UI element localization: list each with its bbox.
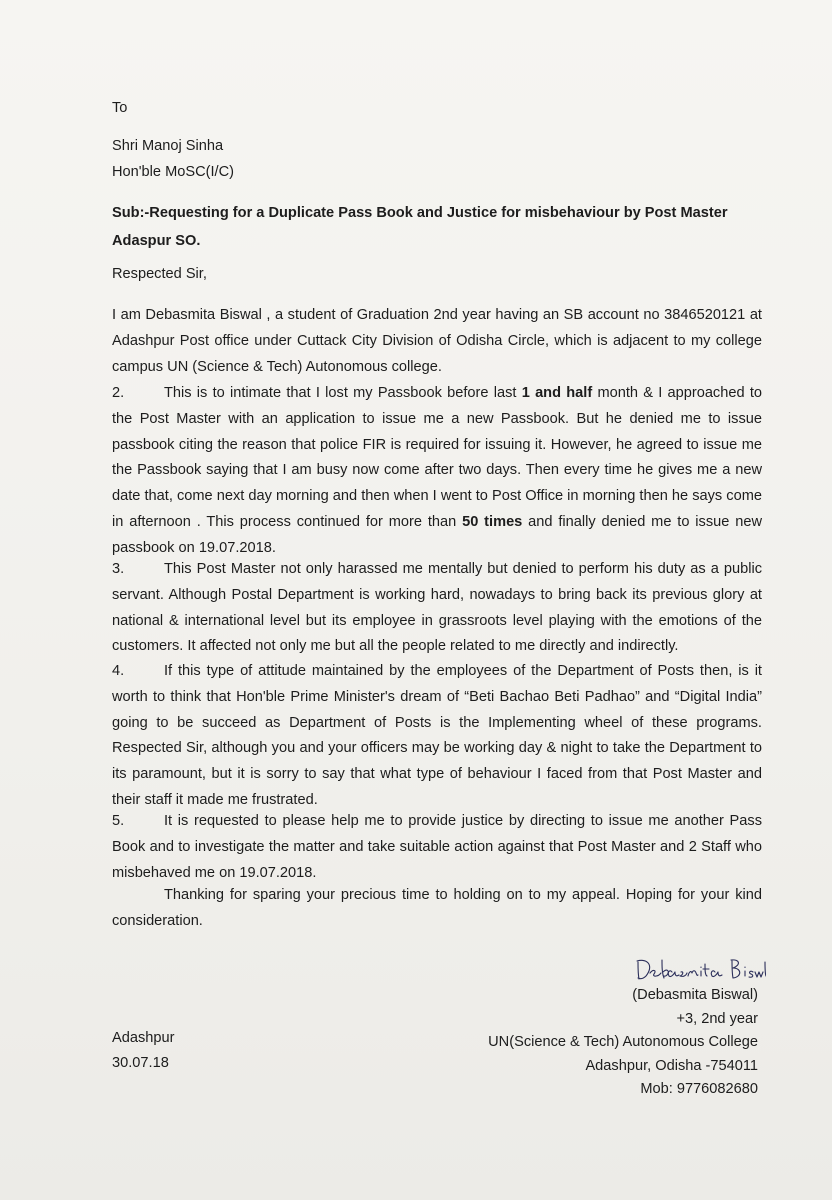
- handwritten-signature: [634, 954, 766, 984]
- sender-year: +3, 2nd year: [676, 1010, 758, 1027]
- place: Adashpur: [112, 1030, 175, 1046]
- recipient-title: Hon'ble MoSC(I/C): [112, 163, 235, 180]
- bold-phrase: 1 and half: [521, 385, 593, 401]
- paragraph-number: 5.: [112, 813, 125, 829]
- sender-name: (Debasmita Biswal): [632, 987, 758, 1003]
- paragraph-text: and finally denied me to issue new passbook on 19.07.2018.: [112, 513, 762, 556]
- sender-college: UN(Science & Tech) Autonomous College: [488, 1034, 758, 1050]
- salutation: Respected Sir,: [112, 266, 207, 282]
- bold-phrase: 50 times: [462, 513, 523, 530]
- intro-paragraph: I am Debasmita Biswal , a student of Graduation 2nd year having an SB account no 3846520121 at Adashpur Post office under Cuttack City Division of Odisha Circle, which is adjacent to my college campus UN (Science & Tech) Autonomous college.: [112, 307, 762, 375]
- paragraph-text: This Post Master not only harassed me mentally but denied to perform his duty as a public servant. Although Postal Department is working hard, nowadays to bring back its previous glory at national & international level but its employee in grassroots level playing with the emotions of the customers. It affected not only me but all the people related to me directly and indirectly.: [112, 561, 762, 655]
- paragraph-text: If this type of attitude maintained by the employees of the Department of Posts then, is it worth to think that Hon'ble Prime Minister's dream of “Beti Bachao Beti Padhao” and “Digital India” going to be succeed as Department of Posts is the Implementing wheel of these programs. Respected Sir, although you and your officers may be working day & night to take the Department to its paramount, but it is sorry to say that what type of behaviour I faced from that Post Master and their staff it made me frustrated.: [112, 663, 762, 808]
- paragraph-4: [112, 659, 762, 814]
- paragraph-3: [112, 557, 762, 660]
- paragraph-text: It is requested to please help me to provide justice by directing to issue me another Pass Book and to investigate the matter and take suitable action against that Post Master and 2 Staff who misbehaved me on 19.07.2018.: [112, 813, 762, 881]
- place-date-block: [112, 1026, 174, 1076]
- closing-text: Thanking for sparing your precious time to holding on to my appeal. Hoping for your kind consideration.: [112, 887, 762, 929]
- sender-mobile: Mob: 9776082680: [640, 1081, 758, 1097]
- paragraph-text: month & I approached to the Post Master with an application to issue me a new Passbook. But he denied me to issue passbook citing the reason that police FIR is required for issuing it. However, he agreed to issue me the Passbook saying that I am busy now come after two days. Then every time he gives me a new date that, come next day morning and then when I went to Post Office in morning then he says come in afternoon . This process continued for more than: [112, 385, 762, 530]
- to-line: To: [112, 100, 128, 116]
- paragraph-number: 3.: [112, 561, 125, 577]
- paragraph-2: [112, 381, 762, 562]
- closing-paragraph: [112, 883, 762, 935]
- recipient-address: [112, 134, 234, 185]
- recipient-name: Shri Manoj Sinha: [112, 138, 224, 154]
- paragraph-number: 4.: [112, 663, 125, 679]
- subject-line: Sub:-Requesting for a Duplicate Pass Book and Justice for misbehaviour by Post Master Adaspur SO.: [112, 205, 728, 249]
- date: 30.07.18: [112, 1055, 169, 1071]
- paragraph-5: [112, 809, 762, 886]
- paragraph-number: 2.: [112, 385, 125, 401]
- sender-address: Adashpur, Odisha -754011: [585, 1057, 758, 1074]
- sender-block: [488, 984, 758, 1102]
- paragraph-text: This is to intimate that I lost my Passbook before last: [164, 385, 522, 401]
